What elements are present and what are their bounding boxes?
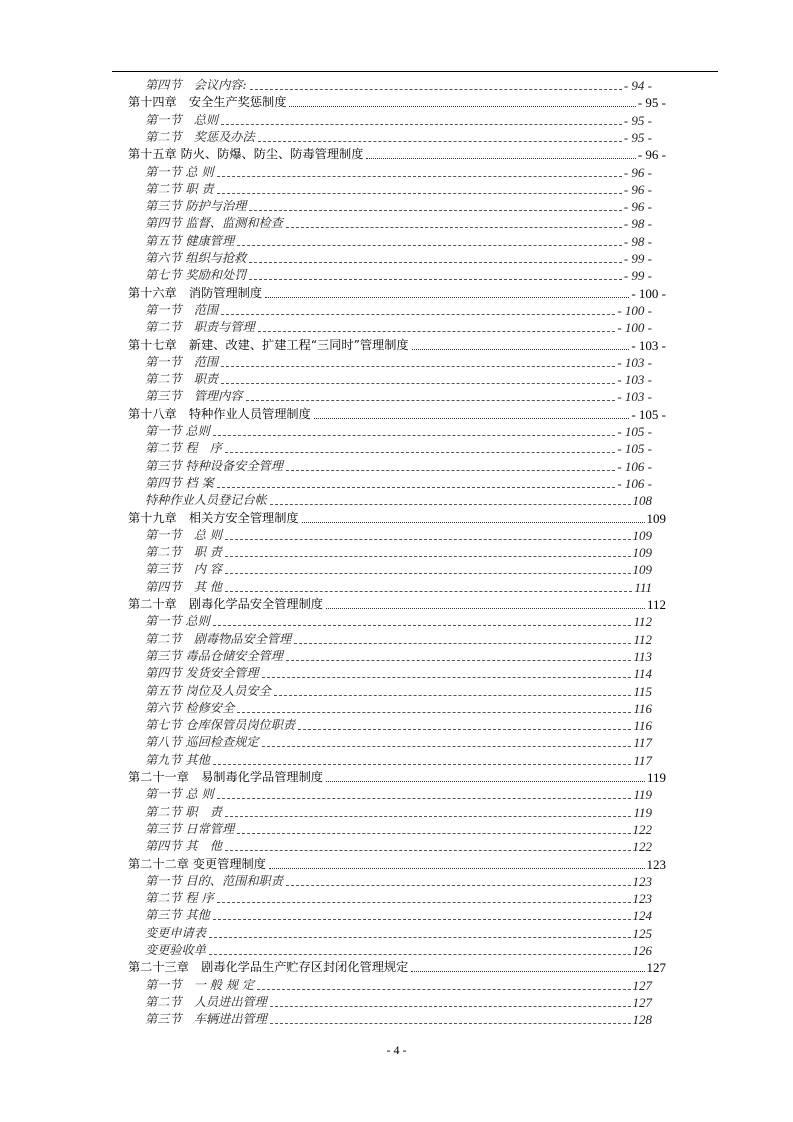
toc-entry-title: 第一节 总则 xyxy=(145,614,210,629)
dot-leader xyxy=(258,141,622,142)
toc-chapter-entry[interactable] xyxy=(128,595,666,612)
toc-entry-page-number: - 99 - xyxy=(623,268,652,284)
toc-section-entry[interactable] xyxy=(145,785,652,802)
dot-leader xyxy=(213,625,632,626)
toc-entry-page-number: 116 xyxy=(633,718,652,734)
toc-entry-title: 第一节 总 则 xyxy=(145,527,222,542)
dot-leader xyxy=(286,470,615,471)
dot-leader xyxy=(217,176,622,177)
dot-leader xyxy=(286,227,622,228)
toc-entry-title: 第二十章 剧毒化学品安全管理制度 xyxy=(128,597,323,611)
toc-entry-title: 第三节 内 容 xyxy=(145,562,222,577)
dot-leader xyxy=(262,746,632,747)
toc-section-entry[interactable] xyxy=(145,197,652,214)
toc-entry-title: 第一节 一 般 规 定 xyxy=(145,977,255,992)
toc-entry-page-number: 116 xyxy=(633,700,652,716)
toc-section-entry[interactable] xyxy=(145,941,652,958)
dot-leader xyxy=(366,158,635,159)
toc-entry-page-number: - 98 - xyxy=(623,233,652,249)
dot-leader xyxy=(302,522,645,523)
toc-section-entry[interactable] xyxy=(145,387,652,404)
header-rule xyxy=(112,71,718,72)
toc-entry-page-number: 115 xyxy=(633,683,652,699)
toc-entry-title: 第二十二章 变更管理制度 xyxy=(128,856,266,871)
toc-entry-title: 第二节 奖惩及办法 xyxy=(145,129,255,144)
toc-entry-page-number: - 96 - xyxy=(623,164,652,180)
dot-leader xyxy=(237,712,631,713)
toc-entry-page-number: 119 xyxy=(633,787,652,803)
toc-entry-title: 第四节 其 他 xyxy=(145,579,222,594)
dot-leader xyxy=(294,643,631,644)
dot-leader xyxy=(257,989,630,990)
toc-section-entry[interactable] xyxy=(145,924,652,941)
toc-entry-title: 第十四章 安全生产奖惩制度 xyxy=(128,95,287,110)
toc-entry-title: 第一节 总 则 xyxy=(145,787,214,802)
toc-entry-page-number: 109 xyxy=(632,545,652,561)
toc-entry-title: 第九节 其他 xyxy=(145,752,210,767)
toc-entry-page-number: - 105 - xyxy=(631,406,666,422)
toc-section-entry[interactable] xyxy=(145,889,652,906)
toc-entry-page-number: 113 xyxy=(633,648,652,664)
toc-entry-title: 第三节 日常管理 xyxy=(145,821,235,836)
toc-entry-title: 第一节 总 则 xyxy=(145,164,214,179)
toc-chapter-entry[interactable] xyxy=(128,509,666,526)
toc-chapter-entry[interactable] xyxy=(128,284,666,301)
toc-entry-page-number: 123 xyxy=(632,891,652,907)
dot-leader xyxy=(262,677,632,678)
toc-entry-title: 第十六章 消防管理制度 xyxy=(128,285,263,300)
toc-entry-title: 第七节 奖励和处罚 xyxy=(145,268,247,283)
dot-leader xyxy=(258,331,616,332)
dot-leader xyxy=(270,1023,631,1024)
dot-leader xyxy=(213,919,631,920)
toc-entry-page-number: 109 xyxy=(632,562,652,578)
toc-section-entry[interactable] xyxy=(145,301,652,318)
toc-entry-page-number: - 98 - xyxy=(623,216,652,232)
dot-leader xyxy=(270,1006,631,1007)
toc-section-entry[interactable] xyxy=(145,976,652,993)
toc-entry-title: 第二节 职 责 xyxy=(145,804,222,819)
toc-section-entry[interactable] xyxy=(145,716,652,733)
toc-entry-title: 第二十一章 易制毒化学品管理制度 xyxy=(128,770,323,784)
toc-entry-title: 第二节 职责 xyxy=(145,372,219,387)
toc-section-entry[interactable] xyxy=(145,1010,652,1027)
toc-entry-title: 第十九章 相关方安全管理制度 xyxy=(128,510,299,525)
toc-entry-page-number: - 100 - xyxy=(617,320,652,336)
toc-entry-page-number: 112 xyxy=(633,614,652,630)
toc-section-entry[interactable] xyxy=(145,128,652,145)
dot-leader xyxy=(326,781,645,782)
toc-section-entry[interactable] xyxy=(145,474,652,491)
dot-leader xyxy=(270,504,631,505)
toc-entry-title: 第二节 职责与管理 xyxy=(145,320,255,335)
toc-entry-page-number: 108 xyxy=(632,493,652,509)
toc-entry-page-number: 128 xyxy=(632,1012,652,1028)
dot-leader xyxy=(217,487,616,488)
dot-leader xyxy=(225,556,631,557)
dot-leader xyxy=(274,695,632,696)
toc-section-entry[interactable] xyxy=(145,543,652,560)
toc-section-entry[interactable] xyxy=(145,578,652,595)
toc-chapter-entry[interactable] xyxy=(128,958,666,975)
toc-entry-page-number: - 103 - xyxy=(631,337,666,353)
toc-section-entry[interactable] xyxy=(145,266,652,283)
toc-chapter-entry[interactable] xyxy=(128,405,666,422)
toc-entry-page-number: 122 xyxy=(632,821,652,837)
toc-entry-title: 第六节 检修安全 xyxy=(145,700,235,715)
toc-chapter-entry[interactable] xyxy=(128,336,666,353)
toc-entry-title: 第二节 职 责 xyxy=(145,545,222,560)
toc-entry-title: 第十五章 防火、防爆、防尘、防毒管理制度 xyxy=(128,147,364,162)
toc-section-entry[interactable] xyxy=(145,733,652,750)
toc-section-entry[interactable] xyxy=(145,353,652,370)
toc-entry-title: 第三节 毒品仓储安全管理 xyxy=(145,648,283,663)
dot-leader xyxy=(225,816,631,817)
toc-entry-page-number: - 100 - xyxy=(617,302,652,318)
dot-leader xyxy=(237,245,622,246)
toc-entry-title: 第三节 车辆进出管理 xyxy=(145,1012,267,1027)
dot-leader xyxy=(225,452,615,453)
toc-section-entry[interactable] xyxy=(145,232,652,249)
toc-entry-page-number: - 95 - xyxy=(623,112,652,128)
toc-entry-page-number: 112 xyxy=(646,597,666,612)
toc-entry-title: 第五节 岗位及人员安全 xyxy=(145,683,271,698)
toc-entry-title: 第四节 发货安全管理 xyxy=(145,666,259,681)
dot-leader xyxy=(217,902,631,903)
toc-entry-title: 第二节 程 序 xyxy=(145,891,214,906)
toc-section-entry[interactable] xyxy=(145,751,652,768)
dot-leader xyxy=(314,418,630,419)
toc-entry-title: 第三节 防护与治理 xyxy=(145,199,247,214)
toc-entry-page-number: - 103 - xyxy=(617,372,652,388)
toc-section-entry[interactable] xyxy=(145,664,652,681)
dot-leader xyxy=(249,262,621,263)
toc-entry-page-number: - 105 - xyxy=(617,441,652,457)
dot-leader xyxy=(221,314,615,315)
dot-leader xyxy=(249,279,621,280)
toc-section-entry[interactable] xyxy=(145,630,652,647)
toc-section-entry[interactable] xyxy=(145,803,652,820)
toc-entry-page-number: - 100 - xyxy=(631,285,666,301)
toc-section-entry[interactable] xyxy=(145,422,652,439)
dot-leader xyxy=(249,210,621,211)
toc-chapter-entry[interactable] xyxy=(128,145,666,162)
dot-leader xyxy=(411,971,644,972)
toc-entry-page-number: 109 xyxy=(646,510,666,526)
toc-section-entry[interactable] xyxy=(145,318,652,335)
toc-section-entry[interactable] xyxy=(145,526,652,543)
toc-section-entry[interactable] xyxy=(145,439,652,456)
toc-entry-page-number: 112 xyxy=(633,631,652,647)
toc-entry-page-number: 124 xyxy=(632,908,652,924)
dot-leader xyxy=(326,608,645,609)
toc-section-entry[interactable] xyxy=(145,993,652,1010)
toc-entry-title: 第二十三章 剧毒化学品生产贮存区封闭化管理规定 xyxy=(128,960,409,975)
toc-entry-page-number: 127 xyxy=(646,960,666,976)
toc-entry-page-number: - 106 - xyxy=(617,475,652,491)
toc-chapter-entry[interactable] xyxy=(128,855,666,872)
toc-section-entry[interactable] xyxy=(145,76,652,93)
toc-section-entry[interactable] xyxy=(145,872,652,889)
toc-entry-page-number: 127 xyxy=(632,977,652,993)
toc-entry-title: 第八节 巡回检查规定 xyxy=(145,735,259,750)
dot-leader xyxy=(246,400,616,401)
toc-section-entry[interactable] xyxy=(145,647,652,664)
toc-chapter-entry[interactable] xyxy=(128,93,666,110)
toc-entry-page-number: - 95 - xyxy=(623,129,652,145)
toc-entry-title: 第十八章 特种作业人员管理制度 xyxy=(128,406,311,421)
toc-entry-page-number: - 105 - xyxy=(617,424,652,439)
toc-entry-title: 第四节 其 他 xyxy=(145,839,222,854)
toc-entry-title: 第一节 目的、范围和职责 xyxy=(145,873,283,888)
dot-leader xyxy=(286,660,632,661)
dot-leader xyxy=(225,573,631,574)
toc-entry-page-number: 125 xyxy=(632,925,652,941)
dot-leader xyxy=(265,297,629,298)
dot-leader xyxy=(225,591,632,592)
toc-entry-title: 第十七章 新建、改建、扩建工程“三同时”管理制度 xyxy=(128,337,409,352)
toc-entry-title: 第三节 管理内容 xyxy=(145,389,243,404)
dot-leader xyxy=(221,366,615,367)
toc-entry-page-number: - 96 - xyxy=(623,199,652,215)
toc-section-entry[interactable] xyxy=(145,699,652,716)
toc-entry-title: 第四节 会议内容: xyxy=(145,78,247,92)
dot-leader xyxy=(221,124,622,125)
toc-entry-page-number: 114 xyxy=(633,666,652,682)
dot-leader xyxy=(250,89,622,90)
dot-leader xyxy=(412,349,630,350)
toc-entry-page-number: 123 xyxy=(632,873,652,889)
toc-entry-page-number: 119 xyxy=(633,804,652,820)
toc-entry-title: 第三节 其他 xyxy=(145,908,210,923)
toc-entry-title: 第三节 特种设备安全管理 xyxy=(145,458,283,473)
toc-entry-title: 第二节 程 序 xyxy=(145,441,222,456)
dot-leader xyxy=(286,885,631,886)
toc-entry-page-number: 127 xyxy=(632,994,652,1010)
toc-section-entry[interactable] xyxy=(145,682,652,699)
toc-section-entry[interactable] xyxy=(145,560,652,577)
toc-entry-page-number: 111 xyxy=(634,579,652,595)
toc-entry-title: 第四节 档 案 xyxy=(145,475,214,490)
dot-leader xyxy=(298,729,631,730)
toc-entry-title: 第一节 总则 xyxy=(145,112,219,127)
dot-leader xyxy=(269,868,645,869)
dot-leader xyxy=(221,383,615,384)
dot-leader xyxy=(213,764,632,765)
toc-entry-title: 第二节 职 责 xyxy=(145,181,214,196)
toc-entry-page-number: - 94 - xyxy=(623,78,652,93)
page-number: - 4 - xyxy=(386,1043,407,1057)
toc-section-entry[interactable] xyxy=(145,370,652,387)
toc-entry-title: 第一节 总则 xyxy=(145,424,210,438)
toc-entry-title: 第二节 剧毒物品安全管理 xyxy=(145,631,292,646)
toc-section-entry[interactable] xyxy=(145,457,652,474)
dot-leader xyxy=(217,193,622,194)
dot-leader xyxy=(209,937,631,938)
toc-entry-page-number: - 99 - xyxy=(623,251,652,266)
toc-section-entry[interactable] xyxy=(145,214,652,231)
toc-entry-title: 第四节 监督、监测和检查 xyxy=(145,216,283,231)
toc-entry-page-number: 122 xyxy=(632,839,652,855)
toc-entry-title: 变更申请表 xyxy=(145,925,206,940)
toc-section-entry[interactable] xyxy=(145,180,652,197)
toc-entry-page-number: 117 xyxy=(633,752,652,768)
toc-entry-title: 第一节 范围 xyxy=(145,354,219,369)
toc-section-entry[interactable] xyxy=(145,491,652,508)
dot-leader xyxy=(209,954,631,955)
toc-entry-title: 第六节 组织与抢救 xyxy=(145,251,247,265)
toc-entry-page-number: 117 xyxy=(633,735,652,751)
toc-entry-page-number: 109 xyxy=(632,527,652,543)
toc-entry-page-number: - 96 - xyxy=(637,147,666,163)
toc-entry-title: 第五节 健康管理 xyxy=(145,233,235,248)
toc-entry-title: 变更验收单 xyxy=(145,943,206,957)
toc-entry-page-number: - 96 - xyxy=(623,181,652,197)
toc-entry-page-number: - 95 - xyxy=(637,95,666,111)
toc-entry-page-number: 123 xyxy=(646,856,666,872)
dot-leader xyxy=(225,539,631,540)
toc-entry-page-number: - 103 - xyxy=(617,389,652,405)
toc-section-entry[interactable] xyxy=(145,163,652,180)
dot-leader xyxy=(217,798,632,799)
toc-entry-page-number: - 103 - xyxy=(617,354,652,370)
toc-entry-title: 特种作业人员登记台帐 xyxy=(145,493,267,508)
toc-entry-page-number: - 106 - xyxy=(617,458,652,474)
toc-entry-page-number: 126 xyxy=(632,943,652,958)
toc-chapter-entry[interactable] xyxy=(128,768,666,785)
dot-leader xyxy=(289,106,635,107)
dot-leader xyxy=(237,833,630,834)
toc-section-entry[interactable] xyxy=(145,249,652,266)
toc-entry-title: 第七节 仓库保管员岗位职责 xyxy=(145,718,296,733)
toc-entry-title: 第二节 人员进出管理 xyxy=(145,994,267,1009)
toc-section-entry[interactable] xyxy=(145,837,652,854)
dot-leader xyxy=(213,435,616,436)
toc-entry-title: 第一节 范围 xyxy=(145,302,219,317)
dot-leader xyxy=(225,850,631,851)
toc-section-entry[interactable] xyxy=(145,612,652,629)
toc-entry-page-number: 119 xyxy=(646,770,666,785)
toc-section-entry[interactable] xyxy=(145,111,652,128)
toc-section-entry[interactable] xyxy=(145,820,652,837)
toc-section-entry[interactable] xyxy=(145,906,652,923)
